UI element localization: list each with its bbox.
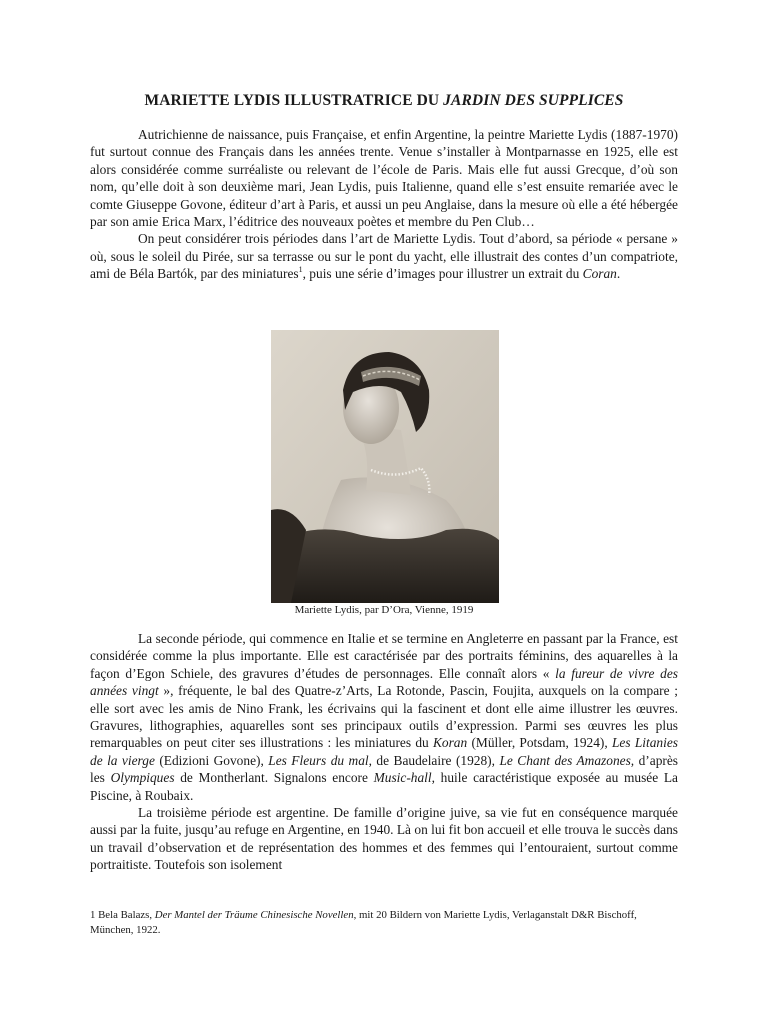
- document-title: MARIETTE LYDIS ILLUSTRATRICE DU JARDIN DES SUPPLICES: [144, 92, 624, 109]
- paragraph-3: La seconde période, qui commence en Italie et se termine en Angleterre en passant par la France, est considérée comme la plus importante. Elle est caractérisée par des portraits féminins, des aquarelles à la façon d’Egon Schiele, des gravures d’études de personnages. Elle connaît alors « la fureur de vivre des années vingt », fréquente, le bal des Quatre-z’Arts, La Rotonde, Pascin, Foujita, auxquels on la compare ; elle sort avec les amis de Nino Frank, les écrivains qui la fascinent et dont elle aime illustrer les œuvres. Gravures, lithographies, aquarelles sont ses principaux outils d’expression. Parmi ses œuvres les plus remarquables on peut citer ses illustrations : les miniatures du Koran (Müller, Potsdam, 1924), Les Litanies de la vierge (Edizioni Govone), Les Fleurs du mal, de Baudelaire (1928), Le Chant des Amazones, d’après les Olympiques de Montherlant. Signalons encore Music-hall, huile caractéristique exposée au musée La Piscine, à Roubaix.: [90, 631, 679, 803]
- portrait-photo: [271, 330, 499, 603]
- intro-text-block: [90, 126, 678, 283]
- main-text-block: [90, 630, 678, 874]
- footnote: 1 Bela Balazs, Der Mantel der Träume Chinesische Novellen, mit 20 Bildern von Mariette Lydis, Verlaganstalt D&R Bischoff, München, 1922.: [90, 909, 637, 936]
- paragraph-2: On peut considérer trois périodes dans l’art de Mariette Lydis. Tout d’abord, sa période « persane » où, sous le soleil du Pirée, sur sa terrasse ou sur le pont du yacht, elle illustrait des contes d’un compatriote, ami de Béla Bartók, par des miniatures$^1$, puis une série d’images pour illustrer un extrait du Coran.: [90, 231, 678, 282]
- paragraph-4: La troisième période est argentine. De famille d’origine juive, sa vie fut en conséquence marquée aussi par la fuite, jusqu’au refuge en Argentine, en 1940. Là on lui fit bon accueil et elle trouva le succès dans un travail d’observation et de représentation des hommes et des femmes qui l’entouraient, surtout comme portraitiste. Toutefois son isolement: [90, 805, 678, 873]
- footnote-number: 1: [90, 909, 96, 921]
- photo-caption: Mariette Lydis, par D’Ora, Vienne, 1919: [294, 604, 474, 616]
- footnote-ref[interactable]: 1: [298, 265, 303, 275]
- paragraph-1: Autrichienne de naissance, puis Française, et enfin Argentine, la peintre Mariette Lydis (1887-1970) fut surtout connue des Français dans les années trente. Venue s’installer à Montparnasse en 1925, elle est alors considérée comme surréaliste ou relevant de l’école de Paris. Mais elle fut aussi Grecque, d’où son nom, qu’elle doit à son deuxième mari, Jean Lydis, puis Italienne, quand elle s’est ensuite remariée avec le comte Giuseppe Govone, éditeur d’art à Paris, et aussi un peu Anglaise, dans la mesure où elle a été hébergée par son amie Erica Marx, l’éditrice des nouveaux poètes et membre du Pen Club…: [90, 127, 678, 230]
- title-italic: JARDIN DES SUPPLICES: [443, 92, 624, 109]
